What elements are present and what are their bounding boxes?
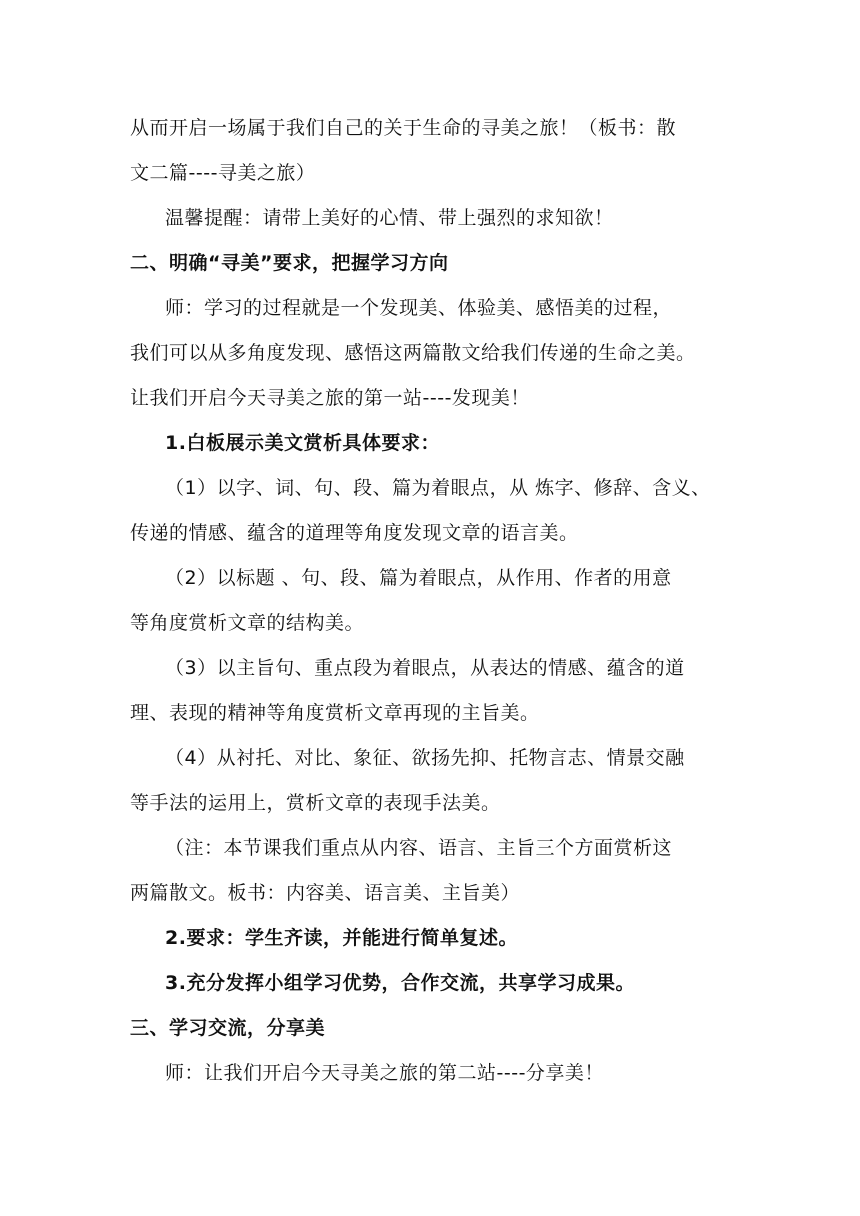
requirement-3-cont: 理、表现的精神等角度赏析文章再现的主旨美。 [130, 702, 540, 724]
note-line-cont: 两篇散文。板书：内容美、语言美、主旨美） [130, 882, 521, 904]
subheading-2: 2.要求：学生齐读，并能进行简单复述。 [165, 927, 518, 949]
requirement-3: （3）以主旨句、重点段为着眼点，从表达的情感、蕴含的道 [165, 657, 685, 679]
paragraph-line: 从而开启一场属于我们自己的关于生命的寻美之旅！（板书：散 [130, 117, 677, 139]
requirement-2: （2）以标题 、句、段、篇为着眼点，从作用、作者的用意 [165, 567, 672, 589]
requirement-1-cont: 传递的情感、蕴含的道理等角度发现文章的语言美。 [130, 522, 579, 544]
paragraph-line: 文二篇----寻美之旅） [130, 162, 316, 184]
subheading-1: 1.白板展示美文赏析具体要求： [165, 432, 440, 454]
subheading-3: 3.充分发挥小组学习优势，合作交流，共享学习成果。 [165, 972, 635, 994]
reminder-line: 温馨提醒：请带上美好的心情、带上强烈的求知欲！ [165, 207, 614, 229]
paragraph-line: 让我们开启今天寻美之旅的第一站----发现美！ [130, 387, 530, 409]
paragraph-line: 我们可以从多角度发现、感悟这两篇散文给我们传递的生命之美。 [130, 342, 696, 364]
requirement-2-cont: 等角度赏析文章的结构美。 [130, 612, 365, 634]
note-line: （注：本节课我们重点从内容、语言、主旨三个方面赏析这 [165, 837, 673, 859]
section-heading-3: 三、学习交流，分享美 [130, 1017, 326, 1039]
requirement-4-cont: 等手法的运用上，赏析文章的表现手法美。 [130, 792, 501, 814]
paragraph-line: 师：学习的过程就是一个发现美、体验美、感悟美的过程， [165, 297, 673, 319]
section-heading-2: 二、明确“寻美”要求，把握学习方向 [130, 252, 449, 274]
requirement-1: （1）以字、词、句、段、篇为着眼点，从 炼字、修辞、含义、 [165, 477, 711, 499]
paragraph-line: 师：让我们开启今天寻美之旅的第二站----分享美！ [165, 1062, 604, 1084]
requirement-4: （4）从衬托、对比、象征、欲扬先抑、托物言志、情景交融 [165, 747, 685, 769]
